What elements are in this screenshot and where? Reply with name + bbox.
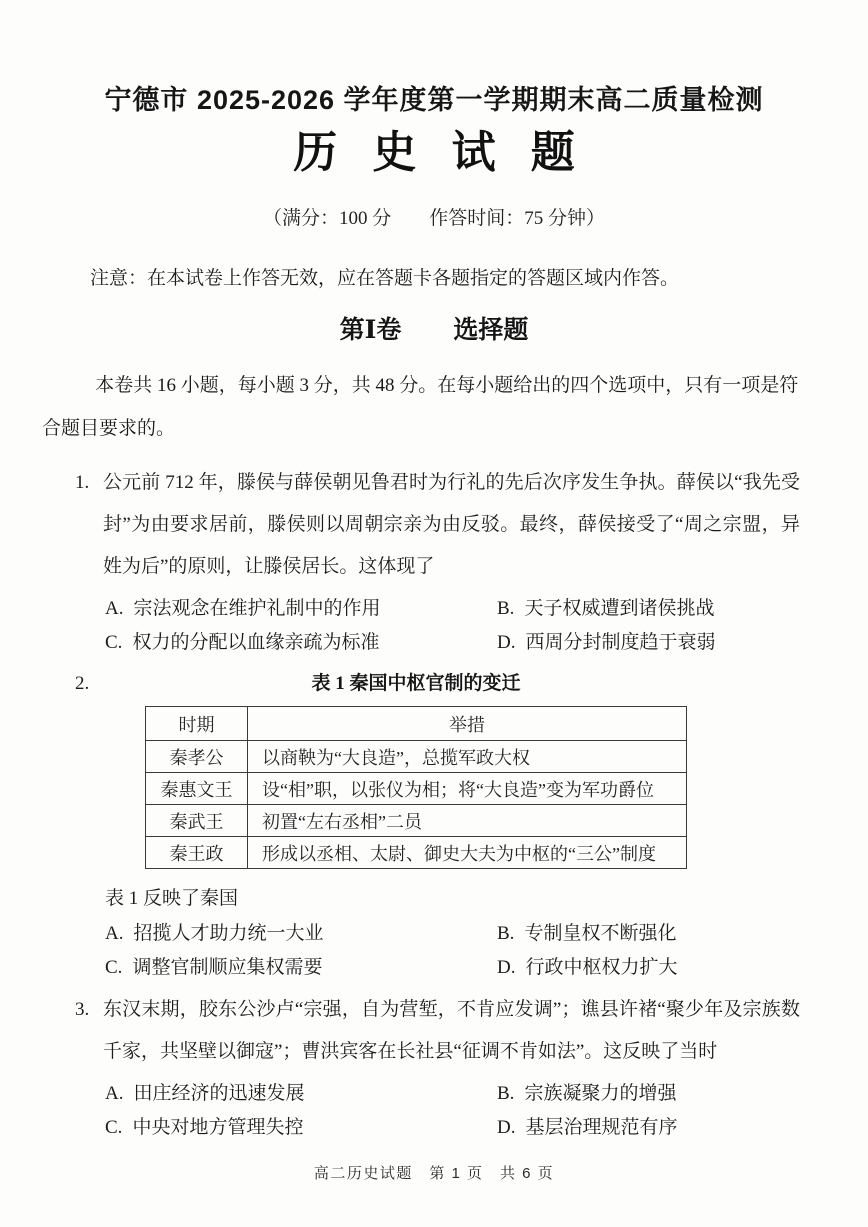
- exam-title: 宁德市 2025-2026 学年度第一学期期末高二质量检测: [104, 85, 764, 115]
- option-label: B.: [497, 598, 515, 619]
- subject-title: 历史试题: [293, 128, 610, 177]
- table-row: [146, 837, 687, 869]
- option-label: D.: [497, 1117, 516, 1138]
- table-cell-period: 秦王政: [146, 837, 248, 869]
- option-text: 西周分封制度趋于衰弱: [525, 632, 716, 653]
- option-label: B.: [497, 923, 515, 944]
- option-text: 宗法观念在维护礼制中的作用: [133, 598, 381, 619]
- question-3-option-c: [105, 1111, 497, 1145]
- question-3-option-a: [105, 1077, 497, 1111]
- question-1: [75, 462, 800, 660]
- table-1-header: [146, 707, 687, 741]
- table-row: [146, 805, 687, 837]
- question-2-caption-row: [75, 670, 800, 698]
- table-cell-measure: 以商鞅为“大良造”，总揽军政大权: [248, 741, 687, 773]
- question-2-number: 2.: [75, 673, 90, 694]
- table-header-row: [146, 707, 687, 741]
- table-1-body: [146, 741, 687, 869]
- table-cell-period: 秦孝公: [146, 741, 248, 773]
- option-text: 天子权威遭到诸侯挑战: [524, 598, 715, 619]
- question-3-head: [75, 989, 800, 1073]
- section-volume-name: 选择题: [453, 317, 529, 344]
- option-label: B.: [497, 1083, 515, 1104]
- option-label: A.: [105, 598, 124, 619]
- section-title: [0, 314, 868, 348]
- option-text: 宗族凝聚力的增强: [524, 1083, 677, 1104]
- table-header-period: 时期: [146, 707, 248, 741]
- table-row: [146, 741, 687, 773]
- option-text: 中央对地方管理失控: [132, 1117, 304, 1138]
- question-2-option-a: [105, 917, 497, 951]
- option-text: 招揽人才助力统一大业: [133, 923, 324, 944]
- exam-meta: （满分：100 分 作答时间：75 分钟）: [262, 208, 605, 229]
- question-2-stem: 表 1 反映了秦国: [105, 888, 239, 909]
- question-3-number: 3.: [75, 999, 90, 1020]
- question-3-option-d: [497, 1111, 800, 1145]
- question-1-option-d: [497, 626, 800, 660]
- question-1-option-c: [105, 626, 497, 660]
- question-1-number: 1.: [75, 472, 90, 493]
- table-cell-measure: 设“相”职，以张仪为相；将“大良造”变为军功爵位: [248, 773, 687, 805]
- table-cell-measure: 形成以丞相、太尉、御史大夫为中枢的“三公”制度: [248, 837, 687, 869]
- option-text: 田庄经济的迅速发展: [133, 1083, 305, 1104]
- question-3-options: [105, 1077, 800, 1145]
- question-2-options: [105, 917, 800, 985]
- page-footer: 高二历史试题 第 1 页 共 6 页: [313, 1165, 555, 1182]
- table-header-measures: 举措: [248, 707, 687, 741]
- table-1-qin-central-officials: [145, 706, 687, 869]
- option-label: D.: [497, 632, 516, 653]
- question-1-head: [75, 462, 800, 588]
- question-1-options: [105, 592, 800, 660]
- question-3-option-b: [497, 1077, 800, 1111]
- option-label: A.: [105, 1083, 124, 1104]
- question-3-stem: 东汉末期，胶东公沙卢“宗强，自为营堑，不肯应发调”；谯县许褚“聚少年及宗族数千家，共坚壁以御寇”；曹洪宾客在长社县“征调不肯如法”。这反映了当时: [103, 999, 800, 1062]
- option-label: A.: [105, 923, 124, 944]
- question-2-option-b: [497, 917, 800, 951]
- option-text: 调整官制顺应集权需要: [132, 957, 323, 978]
- option-label: C.: [105, 1117, 123, 1138]
- option-text: 专制皇权不断强化: [524, 923, 677, 944]
- question-2-option-d: [497, 951, 800, 985]
- option-label: C.: [105, 957, 123, 978]
- table-1-caption: 表 1 秦国中枢官制的变迁: [311, 673, 521, 694]
- question-1-option-b: [497, 592, 800, 626]
- table-cell-period: 秦惠文王: [146, 773, 248, 805]
- question-3: [75, 989, 800, 1145]
- option-text: 行政中枢权力扩大: [525, 957, 678, 978]
- option-text: 基层治理规范有序: [525, 1117, 678, 1138]
- option-label: D.: [497, 957, 516, 978]
- table-cell-period: 秦武王: [146, 805, 248, 837]
- table-row: [146, 773, 687, 805]
- table-cell-measure: 初置“左右丞相”二员: [248, 805, 687, 837]
- section-volume-label: 第Ⅰ卷: [339, 317, 402, 344]
- notice-line: 注意：在本试卷上作答无效，应在答题卡各题指定的答题区域内作答。: [90, 268, 680, 289]
- question-2-option-c: [105, 951, 497, 985]
- question-1-option-a: [105, 592, 497, 626]
- option-label: C.: [105, 632, 123, 653]
- section-intro: 本卷共 16 小题，每小题 3 分，共 48 分。在每小题给出的四个选项中，只有一项是符合题目要求的。: [42, 375, 799, 439]
- question-1-stem: 公元前 712 年，滕侯与薛侯朝见鲁君时为行礼的先后次序发生争执。薛侯以“我先受封”为由要求居前，滕侯则以周朝宗亲为由反驳。最终，薛侯接受了“周之宗盟，异姓为后”的原则，让滕侯居长。这体现了: [103, 472, 800, 577]
- question-2: [75, 662, 800, 985]
- option-text: 权力的分配以血缘亲疏为标准: [132, 632, 380, 653]
